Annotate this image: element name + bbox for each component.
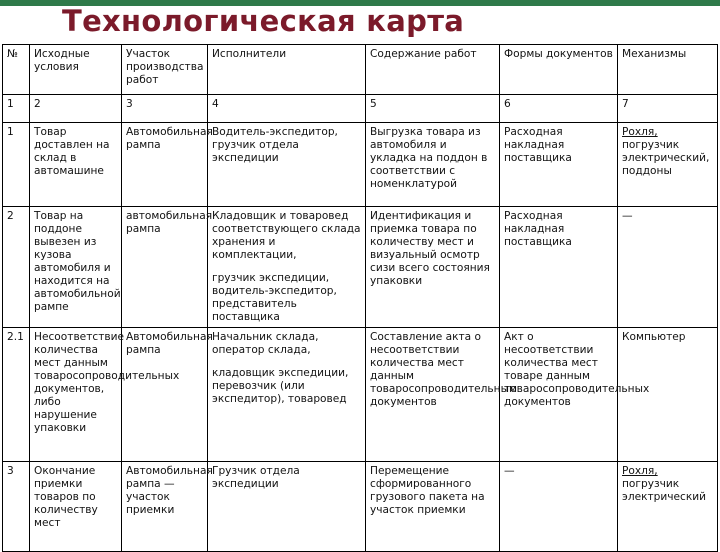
- mechanisms-text: —: [622, 210, 633, 222]
- performers-line: кладовщик экспедиции, перевозчик (или экспедитор), товаровед: [212, 367, 349, 405]
- cell-content: Перемещение сформированного грузового пакета на участок приемки: [366, 462, 500, 552]
- column-number-row: [3, 95, 718, 123]
- cell-content: Идентификация и приемка товара по количеству мест и визуальный осмотр сизи всего состояния упаковки: [366, 207, 500, 328]
- column-number: 7: [618, 95, 718, 123]
- mechanisms-text: погрузчик электрический: [622, 478, 707, 503]
- mechanisms-text: Компьютер: [622, 331, 686, 343]
- tech-map-table: [2, 44, 718, 552]
- row-number: 2.1: [3, 328, 30, 462]
- mechanisms-text: погрузчик электрический, поддоны: [622, 139, 710, 177]
- header-cell-conditions: Исходные условия: [30, 45, 122, 95]
- column-number: 5: [366, 95, 500, 123]
- performers-line: Кладовщик и товаровед соответствующего склада хранения и комплектации,: [212, 210, 361, 261]
- cell-area: Автомобильная рампа: [122, 328, 208, 462]
- cell-area: автомобильная рампа: [122, 207, 208, 328]
- column-number: 3: [122, 95, 208, 123]
- table-row: [3, 462, 718, 552]
- title-bar: [0, 0, 720, 48]
- cell-performers: [208, 207, 366, 328]
- column-number: 6: [500, 95, 618, 123]
- performers-line: Водитель-экспедитор, грузчик отдела экспедиции: [212, 126, 338, 164]
- table-row: [3, 328, 718, 462]
- cell-mechanisms: [618, 207, 718, 328]
- header-cell-content: Содержание работ: [366, 45, 500, 95]
- header-cell-area: Участок производства работ: [122, 45, 208, 95]
- mechanisms-underlined: Рохля,: [622, 126, 658, 138]
- performers-line: грузчик экспедиции, водитель-экспедитор, представитель поставщика: [212, 272, 337, 323]
- cell-documents: Расходная накладная поставщика: [500, 123, 618, 207]
- row-number: 2: [3, 207, 30, 328]
- table-row: [3, 207, 718, 328]
- table-header-row: [3, 45, 718, 95]
- column-number: 2: [30, 95, 122, 123]
- column-number: 4: [208, 95, 366, 123]
- row-number: 1: [3, 123, 30, 207]
- column-number: 1: [3, 95, 30, 123]
- table-row: [3, 123, 718, 207]
- cell-conditions: Товар доставлен на склад в автомашине: [30, 123, 122, 207]
- cell-area: Автомобильная рампа — участок приемки: [122, 462, 208, 552]
- header-cell-number: №: [3, 45, 30, 95]
- cell-mechanisms: [618, 462, 718, 552]
- cell-conditions: Товар на поддоне вывезен из кузова автомобиля и находится на автомобильной рампе: [30, 207, 122, 328]
- cell-conditions: Несоответствие количества мест данным товаросопроводительных документов, либо нарушение упаковки: [30, 328, 122, 462]
- row-number: 3: [3, 462, 30, 552]
- cell-mechanisms: [618, 123, 718, 207]
- header-cell-documents: Формы документов: [500, 45, 618, 95]
- cell-performers: [208, 328, 366, 462]
- header-cell-mechanisms: Механизмы: [618, 45, 718, 95]
- performers-line: Грузчик отдела экспедиции: [212, 465, 300, 490]
- cell-content: Выгрузка товара из автомобиля и укладка на поддон в соответствии с номенклатурой: [366, 123, 500, 207]
- cell-performers: [208, 123, 366, 207]
- header-cell-performers: Исполнители: [208, 45, 366, 95]
- cell-content: Составление акта о несоответствии количества мест данным товаросопроводительным документов: [366, 328, 500, 462]
- mechanisms-underlined: Рохля,: [622, 465, 658, 477]
- cell-documents: Расходная накладная поставщика: [500, 207, 618, 328]
- page-title: Технологическая карта: [62, 4, 465, 38]
- cell-conditions: Окончание приемки товаров по количеству мест: [30, 462, 122, 552]
- cell-performers: [208, 462, 366, 552]
- cell-area: Автомобильная рампа: [122, 123, 208, 207]
- cell-documents: Акт о несоответствии количества мест товаре данным товаросопроводительных документов: [500, 328, 618, 462]
- performers-line: Начальник склада, оператор склада,: [212, 331, 319, 356]
- cell-documents: —: [500, 462, 618, 552]
